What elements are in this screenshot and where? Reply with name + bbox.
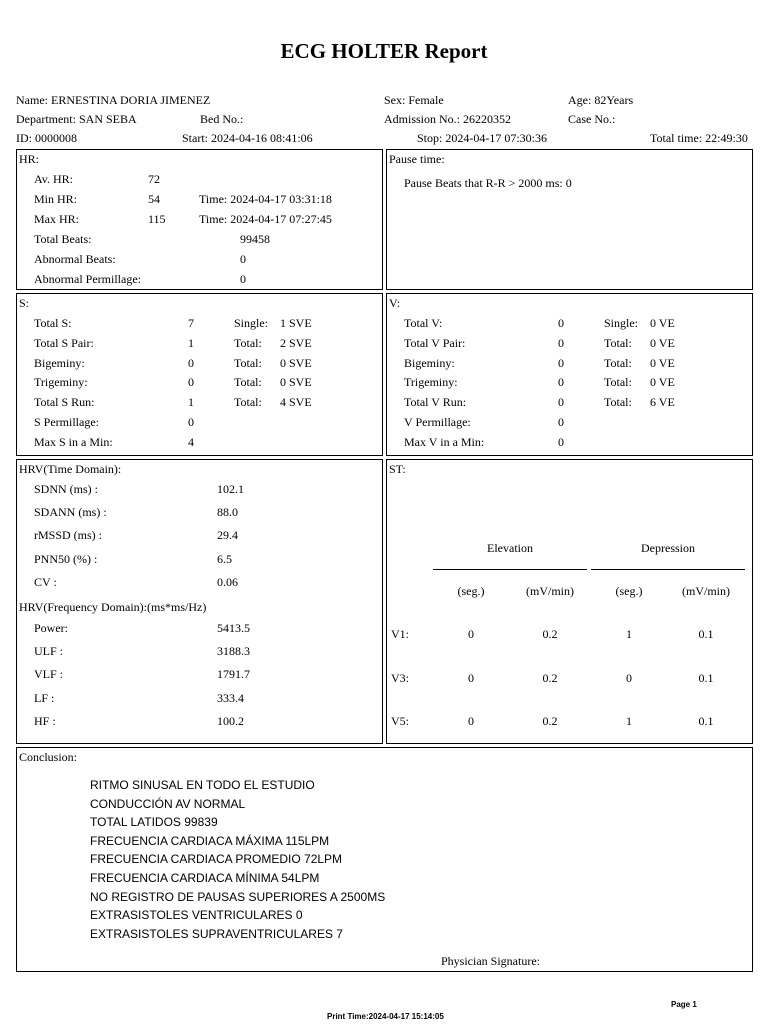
s-row-value: 1 (188, 395, 194, 410)
st-dep-seg-value: 1 (626, 627, 632, 641)
st-dep-mv-header: (mV/min) (682, 584, 730, 598)
v-row-value: 0 (558, 335, 564, 350)
conclusion-section (16, 747, 753, 972)
hrv-freq-label: ULF : (34, 644, 64, 659)
s-row-sub-label: Total: (234, 375, 262, 390)
physician-signature-label: Physician Signature: (441, 954, 540, 968)
s-row-sub-value: 1 SVE (280, 316, 312, 330)
patient-admission: Admission No.: 26220352 (384, 112, 512, 126)
hrv-freq-value: 5413.5 (217, 621, 250, 635)
conclusion-line: CONDUCCIÓN AV NORMAL (90, 796, 246, 811)
st-dep-mv-value: 0.1 (698, 714, 714, 728)
v-row-label: Bigeminy: (404, 355, 455, 370)
v-row-sub-value: 6 VE (650, 395, 675, 410)
s-row-value: 0 (188, 415, 194, 429)
v-row-sub-value: 0 VE (650, 355, 675, 370)
st-elev-mv-value: 0.2 (542, 714, 558, 728)
st-dep-seg-value: 0 (626, 670, 632, 685)
v-row-sub-label: Total: (604, 355, 632, 370)
conclusion-line: EXTRASISTOLES SUPRAVENTRICULARES 7 (90, 926, 343, 941)
st-lead-label: V5: (391, 714, 409, 728)
hrv-time-header: HRV(Time Domain): (19, 462, 122, 476)
hrv-section (16, 459, 383, 744)
v-row-value: 0 (558, 434, 564, 449)
s-row-sub-label: Total: (234, 395, 262, 410)
v-header: V: (389, 296, 401, 310)
patient-department: Department: SAN SEBA (16, 112, 137, 126)
v-row-sub-value: 0 VE (650, 375, 675, 390)
hrv-time-label: rMSSD (ms) : (34, 528, 103, 543)
patient-age: Age: 82Years (568, 93, 634, 107)
s-row-sub-value: 0 SVE (280, 375, 312, 390)
hrv-time-value: 0.06 (217, 574, 238, 589)
st-depression-rule (591, 569, 745, 570)
total-beats-value: 99458 (240, 232, 270, 246)
max-hr-time: Time: 2024-04-17 07:27:45 (199, 212, 332, 226)
s-header: S: (19, 296, 30, 310)
min-hr-value: 54 (148, 192, 160, 206)
total-beats-label: Total Beats: (34, 232, 92, 246)
hrv-freq-value: 100.2 (217, 713, 244, 728)
v-row-label: Total V Pair: (404, 335, 466, 350)
st-elev-seg-header: (seg.) (457, 584, 485, 598)
conclusion-header: Conclusion: (19, 750, 78, 764)
st-dep-mv-value: 0.1 (698, 627, 714, 641)
v-row-sub-label: Total: (604, 395, 632, 410)
s-row-label: Trigeminy: (34, 375, 88, 390)
print-time: Print Time:2024-04-17 15:14:05 (327, 1012, 444, 1021)
st-depression-header: Depression (641, 541, 695, 555)
hrv-freq-label: Power: (34, 621, 68, 635)
s-row-label: Total S Run: (34, 395, 95, 410)
hrv-freq-header: HRV(Frequency Domain):(ms*ms/Hz) (19, 600, 207, 614)
v-row-sub-value: 0 VE (650, 335, 675, 350)
st-dep-seg-header: (seg.) (615, 584, 643, 598)
v-row-value: 0 (558, 415, 564, 429)
st-elev-seg-value: 0 (468, 627, 474, 641)
s-row-label: S Permillage: (34, 415, 99, 429)
st-lead-label: V3: (391, 670, 409, 685)
min-hr-label: Min HR: (34, 192, 78, 206)
hr-section (16, 149, 383, 290)
st-elev-mv-value: 0.2 (542, 627, 558, 641)
hrv-time-value: 88.0 (217, 505, 238, 520)
abnormal-beats-label: Abnormal Beats: (34, 252, 116, 266)
s-row-label: Max S in a Min: (34, 434, 113, 449)
hr-header: HR: (19, 152, 40, 166)
st-elev-seg-value: 0 (468, 714, 474, 728)
v-row-value: 0 (558, 316, 564, 330)
st-header: ST: (389, 462, 406, 476)
hrv-freq-label: VLF : (34, 667, 64, 682)
s-row-label: Total S Pair: (34, 335, 94, 350)
pause-header: Pause time: (389, 152, 445, 166)
av-hr-label: Av. HR: (34, 172, 73, 186)
av-hr-value: 72 (148, 172, 160, 186)
st-elevation-rule (433, 569, 587, 570)
max-hr-value: 115 (148, 212, 166, 226)
v-row-label: Total V: (404, 316, 443, 330)
v-row-sub-label: Total: (604, 335, 632, 350)
pause-section (386, 149, 753, 290)
v-row-sub-label: Total: (604, 375, 632, 390)
conclusion-line: EXTRASISTOLES VENTRICULARES 0 (90, 908, 303, 923)
v-row-value: 0 (558, 355, 564, 370)
st-elev-seg-value: 0 (468, 670, 474, 685)
s-row-value: 1 (188, 335, 194, 350)
s-row-value: 4 (188, 434, 194, 449)
abnormal-permillage-label: Abnormal Permillage: (34, 272, 141, 286)
st-elev-mv-header: (mV/min) (526, 584, 574, 598)
abnormal-beats-value: 0 (240, 252, 246, 266)
s-row-value: 0 (188, 375, 194, 390)
patient-case: Case No.: (568, 112, 616, 126)
recording-stop: Stop: 2024-04-17 07:30:36 (417, 131, 548, 145)
v-section (386, 293, 753, 456)
hrv-freq-value: 333.4 (217, 690, 244, 705)
v-row-label: Total V Run: (404, 395, 467, 410)
hrv-time-value: 29.4 (217, 528, 238, 543)
s-row-value: 0 (188, 355, 194, 370)
v-row-sub-label: Single: (604, 316, 639, 330)
s-row-sub-value: 0 SVE (280, 355, 312, 370)
hrv-time-label: SDANN (ms) : (34, 505, 107, 520)
s-row-sub-value: 2 SVE (280, 335, 312, 350)
st-lead-label: V1: (391, 627, 409, 641)
v-row-value: 0 (558, 375, 564, 390)
v-row-sub-value: 0 VE (650, 316, 675, 330)
s-row-sub-value: 4 SVE (280, 395, 312, 410)
hrv-time-label: CV : (34, 574, 57, 589)
hrv-time-value: 6.5 (217, 551, 232, 566)
st-dep-seg-value: 1 (626, 714, 632, 728)
patient-name: Name: ERNESTINA DORIA JIMENEZ (16, 93, 211, 107)
conclusion-line: TOTAL LATIDOS 99839 (90, 815, 218, 830)
conclusion-line: FRECUENCIA CARDIACA MÁXIMA 115LPM (90, 833, 330, 848)
patient-bed: Bed No.: (200, 112, 244, 126)
hrv-freq-value: 1791.7 (217, 667, 250, 682)
st-elev-mv-value: 0.2 (542, 670, 558, 685)
st-section (386, 459, 753, 744)
hrv-time-label: SDNN (ms) : (34, 482, 99, 496)
max-hr-label: Max HR: (34, 212, 79, 226)
abnormal-permillage-value: 0 (240, 272, 246, 286)
recording-total-time: Total time: 22:49:30 (650, 131, 748, 145)
v-row-label: V Permillage: (404, 415, 471, 429)
s-row-value: 7 (188, 316, 194, 330)
v-row-value: 0 (558, 395, 564, 410)
s-row-label: Bigeminy: (34, 355, 85, 370)
report-title: ECG HOLTER Report (280, 39, 488, 63)
conclusion-line: FRECUENCIA CARDIACA MÍNIMA 54LPM (90, 871, 320, 885)
page-number: Page 1 (671, 1000, 697, 1009)
conclusion-line: RITMO SINUSAL EN TODO EL ESTUDIO (90, 778, 315, 792)
pause-beats-text: Pause Beats that R-R > 2000 ms: 0 (404, 176, 572, 190)
v-row-label: Trigeminy: (404, 375, 458, 390)
s-row-sub-label: Total: (234, 355, 262, 370)
conclusion-line: FRECUENCIA CARDIACA PROMEDIO 72LPM (90, 852, 343, 867)
patient-sex: Sex: Female (384, 93, 444, 107)
st-dep-mv-value: 0.1 (698, 670, 714, 685)
st-elevation-header: Elevation (487, 541, 533, 555)
v-row-label: Max V in a Min: (404, 434, 485, 449)
hrv-freq-label: HF : (34, 713, 56, 728)
recording-start: Start: 2024-04-16 08:41:06 (182, 131, 313, 145)
hrv-time-label: PNN50 (%) : (34, 551, 98, 566)
s-row-label: Total S: (34, 316, 72, 330)
min-hr-time: Time: 2024-04-17 03:31:18 (199, 192, 332, 206)
conclusion-line: NO REGISTRO DE PAUSAS SUPERIORES A 2500MS (90, 889, 386, 904)
s-row-sub-label: Single: (234, 316, 269, 330)
s-row-sub-label: Total: (234, 335, 262, 350)
patient-id: ID: 0000008 (16, 131, 77, 145)
hrv-time-value: 102.1 (217, 482, 244, 496)
hrv-freq-label: LF : (34, 690, 55, 705)
hrv-freq-value: 3188.3 (217, 644, 250, 659)
s-section (16, 293, 383, 456)
